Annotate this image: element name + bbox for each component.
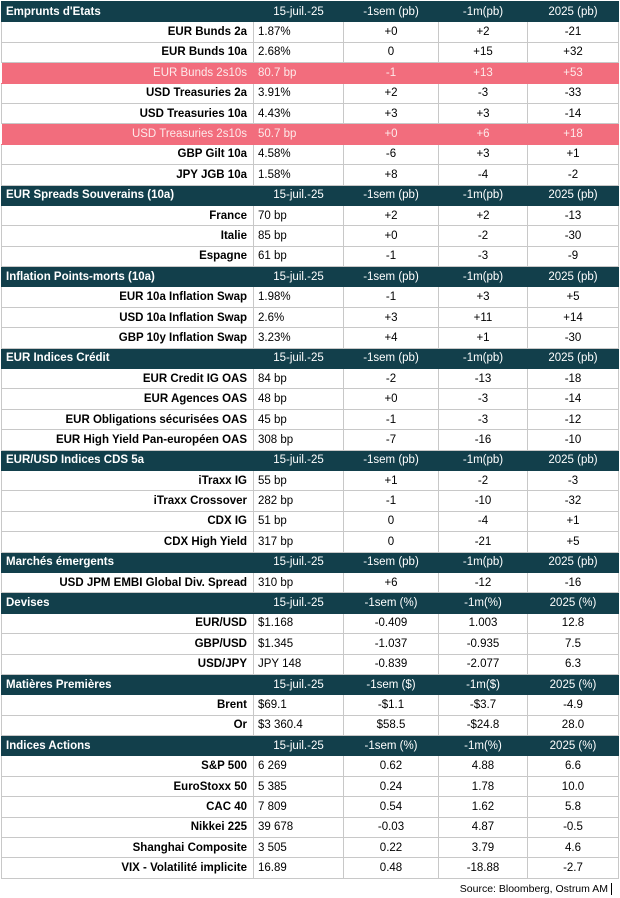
row-label: France xyxy=(2,205,254,225)
change-value-cell: -2 xyxy=(528,165,619,185)
table-row xyxy=(2,287,619,307)
column-header: 2025 (pb) xyxy=(528,552,619,572)
current-value-cell: 45 bp xyxy=(254,409,344,429)
change-value-cell: -10 xyxy=(439,491,528,511)
row-label: USD Treasuries 2s10s xyxy=(2,124,254,144)
change-value-cell: +3 xyxy=(344,307,439,327)
change-value-cell: -21 xyxy=(439,532,528,552)
change-value-cell: +0 xyxy=(344,226,439,246)
section-header-eur-indices-credit xyxy=(2,348,619,368)
column-header: -1m(%) xyxy=(439,593,528,613)
row-label: EUR Bunds 2a xyxy=(2,22,254,42)
current-value-cell: 16.89 xyxy=(254,858,344,878)
current-value-cell: JPY 148 xyxy=(254,654,344,674)
table-row xyxy=(2,858,619,878)
table-row xyxy=(2,511,619,531)
change-value-cell: -1.037 xyxy=(344,634,439,654)
change-value-cell: +4 xyxy=(344,328,439,348)
row-label: USD Treasuries 10a xyxy=(2,103,254,123)
change-value-cell: +14 xyxy=(528,307,619,327)
current-value-cell: 3.23% xyxy=(254,328,344,348)
current-value-cell: 48 bp xyxy=(254,389,344,409)
change-value-cell: -2 xyxy=(344,369,439,389)
row-label: Brent xyxy=(2,695,254,715)
change-value-cell: -3 xyxy=(439,409,528,429)
column-header: -1m(%) xyxy=(439,736,528,756)
column-header: -1sem ($) xyxy=(344,674,439,694)
table-row xyxy=(2,389,619,409)
change-value-cell: 0.62 xyxy=(344,756,439,776)
change-value-cell: +5 xyxy=(528,287,619,307)
current-value-cell: 3 505 xyxy=(254,838,344,858)
change-value-cell: -2.7 xyxy=(528,858,619,878)
change-value-cell: -18.88 xyxy=(439,858,528,878)
change-value-cell: -33 xyxy=(528,83,619,103)
row-label: Or xyxy=(2,715,254,735)
row-label: USD/JPY xyxy=(2,654,254,674)
change-value-cell: 4.87 xyxy=(439,817,528,837)
current-value-cell: 55 bp xyxy=(254,470,344,490)
change-value-cell: -32 xyxy=(528,491,619,511)
row-label: GBP/USD xyxy=(2,634,254,654)
change-value-cell: -9 xyxy=(528,246,619,266)
table-row xyxy=(2,776,619,796)
section-title: Indices Actions xyxy=(2,736,254,756)
column-header: 2025 (pb) xyxy=(528,348,619,368)
change-value-cell: 0 xyxy=(344,511,439,531)
change-value-cell: +3 xyxy=(439,287,528,307)
column-header: -1sem (pb) xyxy=(344,267,439,287)
change-value-cell: 0 xyxy=(344,532,439,552)
change-value-cell: -0.5 xyxy=(528,817,619,837)
section-header-devises xyxy=(2,593,619,613)
change-value-cell: -13 xyxy=(528,205,619,225)
change-value-cell: -0.839 xyxy=(344,654,439,674)
table-row xyxy=(2,369,619,389)
change-value-cell: $58.5 xyxy=(344,715,439,735)
change-value-cell: +0 xyxy=(344,389,439,409)
section-title: EUR/USD Indices CDS 5a xyxy=(2,450,254,470)
source-note: Source: Bloomberg, Ostrum AM xyxy=(460,883,612,895)
change-value-cell: 0.24 xyxy=(344,776,439,796)
table-row xyxy=(2,572,619,592)
column-header: -1sem (pb) xyxy=(344,552,439,572)
column-header: 2025 (pb) xyxy=(528,267,619,287)
current-value-cell: 282 bp xyxy=(254,491,344,511)
current-value-cell: 2.6% xyxy=(254,307,344,327)
row-label: iTraxx IG xyxy=(2,470,254,490)
row-label: GBP 10y Inflation Swap xyxy=(2,328,254,348)
column-header: 15-juil.-25 xyxy=(254,593,344,613)
current-value-cell: 310 bp xyxy=(254,572,344,592)
row-label: Italie xyxy=(2,226,254,246)
column-header: 15-juil.-25 xyxy=(254,552,344,572)
change-value-cell: 4.88 xyxy=(439,756,528,776)
change-value-cell: +2 xyxy=(344,83,439,103)
change-value-cell: 1.003 xyxy=(439,613,528,633)
change-value-cell: 0.54 xyxy=(344,797,439,817)
change-value-cell: -12 xyxy=(439,572,528,592)
section-title: EUR Spreads Souverains (10a) xyxy=(2,185,254,205)
current-value-cell: 39 678 xyxy=(254,817,344,837)
change-value-cell: -$24.8 xyxy=(439,715,528,735)
current-value-cell: 1.87% xyxy=(254,22,344,42)
change-value-cell: 0.48 xyxy=(344,858,439,878)
row-label: EUR Bunds 10a xyxy=(2,42,254,62)
current-value-cell: 2.68% xyxy=(254,42,344,62)
change-value-cell: -14 xyxy=(528,103,619,123)
change-value-cell: -2 xyxy=(439,470,528,490)
current-value-cell: 1.58% xyxy=(254,165,344,185)
change-value-cell: -0.935 xyxy=(439,634,528,654)
table-row xyxy=(2,817,619,837)
column-header: -1m(pb) xyxy=(439,185,528,205)
column-header: 2025 (%) xyxy=(528,593,619,613)
change-value-cell: -7 xyxy=(344,430,439,450)
change-value-cell: -2 xyxy=(439,226,528,246)
current-value-cell: $3 360.4 xyxy=(254,715,344,735)
table-row xyxy=(2,144,619,164)
change-value-cell: +11 xyxy=(439,307,528,327)
current-value-cell: 1.98% xyxy=(254,287,344,307)
change-value-cell: -4 xyxy=(439,165,528,185)
table-row xyxy=(2,470,619,490)
change-value-cell: -21 xyxy=(528,22,619,42)
column-header: -1m(pb) xyxy=(439,348,528,368)
row-label: EUR 10a Inflation Swap xyxy=(2,287,254,307)
column-header: 15-juil.-25 xyxy=(254,348,344,368)
current-value-cell: $1.345 xyxy=(254,634,344,654)
change-value-cell: 10.0 xyxy=(528,776,619,796)
current-value-cell: 85 bp xyxy=(254,226,344,246)
section-header-inflation-points-morts-10a xyxy=(2,267,619,287)
section-title: Matières Premières xyxy=(2,674,254,694)
current-value-cell: 6 269 xyxy=(254,756,344,776)
section-header-eur-spreads-souverains-10a xyxy=(2,185,619,205)
row-label: iTraxx Crossover xyxy=(2,491,254,511)
change-value-cell: -3 xyxy=(439,83,528,103)
row-label: EuroStoxx 50 xyxy=(2,776,254,796)
current-value-cell: 4.58% xyxy=(254,144,344,164)
change-value-cell: +2 xyxy=(439,205,528,225)
row-label: S&P 500 xyxy=(2,756,254,776)
section-header-marches-emergents xyxy=(2,552,619,572)
table-row xyxy=(2,797,619,817)
column-header: 2025 (%) xyxy=(528,674,619,694)
table-row xyxy=(2,613,619,633)
row-label: USD JPM EMBI Global Div. Spread xyxy=(2,572,254,592)
row-label: USD Treasuries 2a xyxy=(2,83,254,103)
row-label: USD 10a Inflation Swap xyxy=(2,307,254,327)
column-header: -1m(pb) xyxy=(439,2,528,22)
current-value-cell: 4.43% xyxy=(254,103,344,123)
section-header-eur-usd-indices-cds-5a xyxy=(2,450,619,470)
column-header: -1m(pb) xyxy=(439,267,528,287)
column-header: 15-juil.-25 xyxy=(254,736,344,756)
change-value-cell: +1 xyxy=(439,328,528,348)
change-value-cell: 0 xyxy=(344,42,439,62)
change-value-cell: 7.5 xyxy=(528,634,619,654)
table-row xyxy=(2,634,619,654)
table-row xyxy=(2,42,619,62)
change-value-cell: -30 xyxy=(528,226,619,246)
row-label: GBP Gilt 10a xyxy=(2,144,254,164)
row-label: CDX High Yield xyxy=(2,532,254,552)
row-label: EUR Obligations sécurisées OAS xyxy=(2,409,254,429)
change-value-cell: +1 xyxy=(528,144,619,164)
change-value-cell: -18 xyxy=(528,369,619,389)
row-label: EUR Credit IG OAS xyxy=(2,369,254,389)
row-label: CDX IG xyxy=(2,511,254,531)
change-value-cell: -16 xyxy=(439,430,528,450)
change-value-cell: +6 xyxy=(439,124,528,144)
change-value-cell: +32 xyxy=(528,42,619,62)
change-value-cell: 1.62 xyxy=(439,797,528,817)
change-value-cell: +13 xyxy=(439,63,528,83)
change-value-cell: -30 xyxy=(528,328,619,348)
row-label: CAC 40 xyxy=(2,797,254,817)
change-value-cell: 3.79 xyxy=(439,838,528,858)
change-value-cell: 28.0 xyxy=(528,715,619,735)
change-value-cell: +6 xyxy=(344,572,439,592)
section-header-emprunts-d-etats xyxy=(2,2,619,22)
change-value-cell: -1 xyxy=(344,246,439,266)
change-value-cell: -0.03 xyxy=(344,817,439,837)
change-value-cell: +5 xyxy=(528,532,619,552)
change-value-cell: 5.8 xyxy=(528,797,619,817)
column-header: 2025 (pb) xyxy=(528,2,619,22)
current-value-cell: 80.7 bp xyxy=(254,63,344,83)
table-row xyxy=(2,165,619,185)
current-value-cell: 3.91% xyxy=(254,83,344,103)
table-row xyxy=(2,307,619,327)
column-header: 15-juil.-25 xyxy=(254,450,344,470)
table-row xyxy=(2,430,619,450)
row-label: Espagne xyxy=(2,246,254,266)
change-value-cell: +0 xyxy=(344,124,439,144)
table-row xyxy=(2,532,619,552)
change-value-cell: -10 xyxy=(528,430,619,450)
change-value-cell: 0.22 xyxy=(344,838,439,858)
change-value-cell: -2.077 xyxy=(439,654,528,674)
current-value-cell: 308 bp xyxy=(254,430,344,450)
change-value-cell: 6.3 xyxy=(528,654,619,674)
column-header: 15-juil.-25 xyxy=(254,267,344,287)
table-row xyxy=(2,695,619,715)
change-value-cell: -3 xyxy=(439,246,528,266)
change-value-cell: 4.6 xyxy=(528,838,619,858)
table-row xyxy=(2,328,619,348)
column-header: -1sem (pb) xyxy=(344,2,439,22)
column-header: -1sem (%) xyxy=(344,593,439,613)
table-row xyxy=(2,715,619,735)
current-value-cell: $69.1 xyxy=(254,695,344,715)
change-value-cell: +15 xyxy=(439,42,528,62)
change-value-cell: +2 xyxy=(439,22,528,42)
column-header: 2025 (%) xyxy=(528,736,619,756)
current-value-cell: 50.7 bp xyxy=(254,124,344,144)
table-row xyxy=(2,22,619,42)
column-header: 15-juil.-25 xyxy=(254,185,344,205)
current-value-cell: 317 bp xyxy=(254,532,344,552)
row-label: Nikkei 225 xyxy=(2,817,254,837)
row-label: JPY JGB 10a xyxy=(2,165,254,185)
change-value-cell: -1 xyxy=(344,287,439,307)
table-row xyxy=(2,226,619,246)
change-value-cell: 6.6 xyxy=(528,756,619,776)
current-value-cell: 7 809 xyxy=(254,797,344,817)
table-row xyxy=(2,83,619,103)
change-value-cell: -13 xyxy=(439,369,528,389)
column-header: 2025 (pb) xyxy=(528,185,619,205)
current-value-cell: 51 bp xyxy=(254,511,344,531)
table-row xyxy=(2,103,619,123)
row-label: VIX - Volatilité implicite xyxy=(2,858,254,878)
table-row xyxy=(2,838,619,858)
current-value-cell: 5 385 xyxy=(254,776,344,796)
column-header: -1sem (%) xyxy=(344,736,439,756)
change-value-cell: +1 xyxy=(344,470,439,490)
change-value-cell: +0 xyxy=(344,22,439,42)
row-label: EUR Agences OAS xyxy=(2,389,254,409)
table-row xyxy=(2,63,619,83)
change-value-cell: -4.9 xyxy=(528,695,619,715)
change-value-cell: -12 xyxy=(528,409,619,429)
change-value-cell: +8 xyxy=(344,165,439,185)
column-header: -1m(pb) xyxy=(439,450,528,470)
section-header-indices-actions xyxy=(2,736,619,756)
change-value-cell: -14 xyxy=(528,389,619,409)
change-value-cell: -$3.7 xyxy=(439,695,528,715)
market-data-table xyxy=(1,1,619,879)
change-value-cell: -6 xyxy=(344,144,439,164)
section-title: EUR Indices Crédit xyxy=(2,348,254,368)
column-header: 15-juil.-25 xyxy=(254,674,344,694)
change-value-cell: -16 xyxy=(528,572,619,592)
current-value-cell: $1.168 xyxy=(254,613,344,633)
table-row xyxy=(2,409,619,429)
change-value-cell: -1 xyxy=(344,409,439,429)
row-label: Shanghai Composite xyxy=(2,838,254,858)
change-value-cell: +3 xyxy=(344,103,439,123)
change-value-cell: -3 xyxy=(439,389,528,409)
table-row xyxy=(2,654,619,674)
column-header: -1m(pb) xyxy=(439,552,528,572)
table-row xyxy=(2,124,619,144)
current-value-cell: 70 bp xyxy=(254,205,344,225)
change-value-cell: +2 xyxy=(344,205,439,225)
change-value-cell: +53 xyxy=(528,63,619,83)
row-label: EUR Bunds 2s10s xyxy=(2,63,254,83)
column-header: -1sem (pb) xyxy=(344,348,439,368)
table-row xyxy=(2,246,619,266)
change-value-cell: -$1.1 xyxy=(344,695,439,715)
current-value-cell: 61 bp xyxy=(254,246,344,266)
section-header-matieres-premieres xyxy=(2,674,619,694)
table-row xyxy=(2,491,619,511)
column-header: -1sem (pb) xyxy=(344,185,439,205)
section-title: Devises xyxy=(2,593,254,613)
change-value-cell: -0.409 xyxy=(344,613,439,633)
column-header: -1m($) xyxy=(439,674,528,694)
table-row xyxy=(2,205,619,225)
column-header: 15-juil.-25 xyxy=(254,2,344,22)
change-value-cell: -3 xyxy=(528,470,619,490)
section-title: Marchés émergents xyxy=(2,552,254,572)
change-value-cell: +18 xyxy=(528,124,619,144)
change-value-cell: +3 xyxy=(439,103,528,123)
section-title: Emprunts d'Etats xyxy=(2,2,254,22)
column-header: 2025 (pb) xyxy=(528,450,619,470)
table-row xyxy=(2,756,619,776)
row-label: EUR High Yield Pan-européen OAS xyxy=(2,430,254,450)
change-value-cell: -1 xyxy=(344,63,439,83)
row-label: EUR/USD xyxy=(2,613,254,633)
section-title: Inflation Points-morts (10a) xyxy=(2,267,254,287)
change-value-cell: +1 xyxy=(528,511,619,531)
change-value-cell: -4 xyxy=(439,511,528,531)
change-value-cell: +3 xyxy=(439,144,528,164)
change-value-cell: 12.8 xyxy=(528,613,619,633)
change-value-cell: 1.78 xyxy=(439,776,528,796)
current-value-cell: 84 bp xyxy=(254,369,344,389)
change-value-cell: -1 xyxy=(344,491,439,511)
column-header: -1sem (pb) xyxy=(344,450,439,470)
